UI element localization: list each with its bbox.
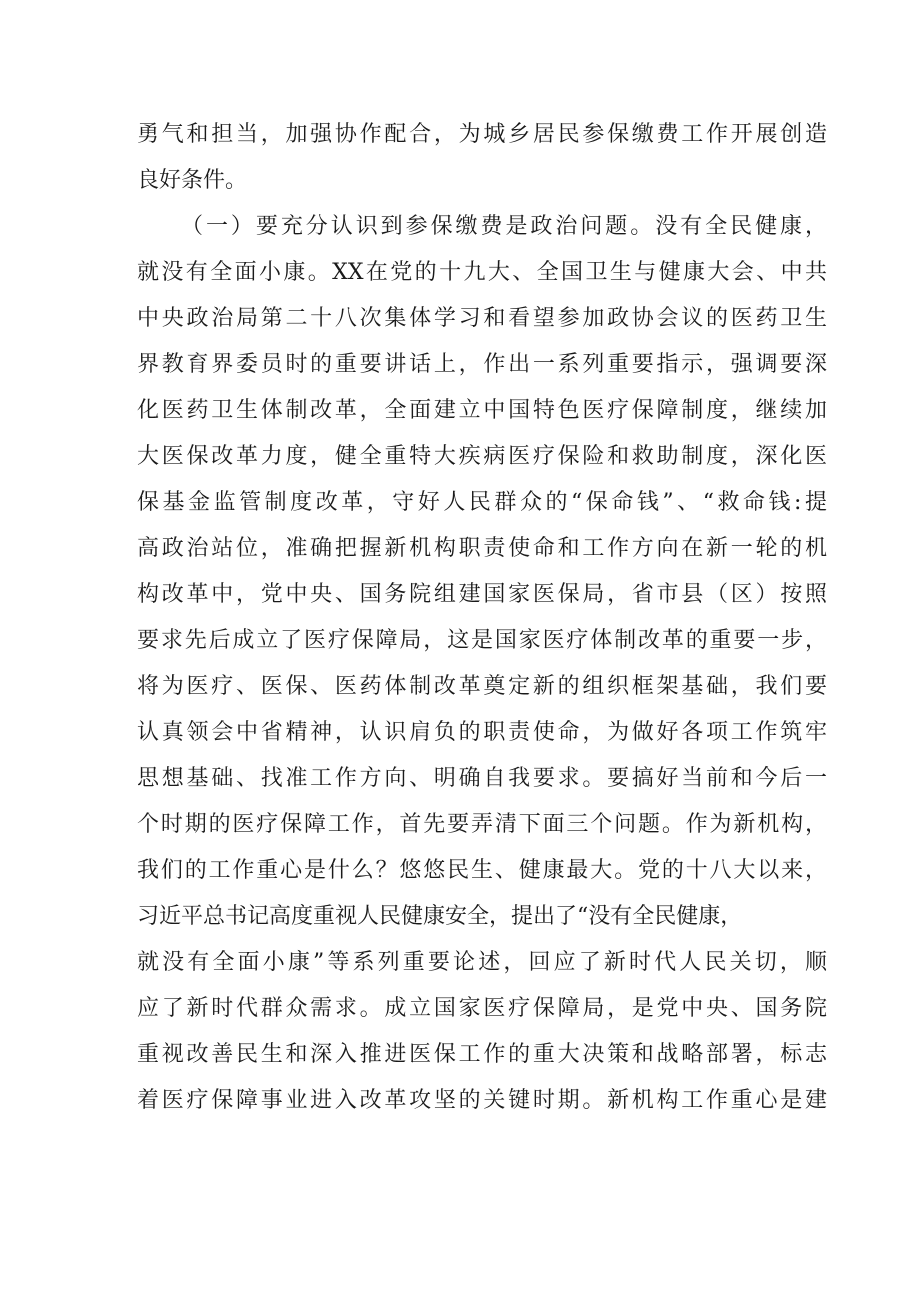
text-line: 良好条件。 [137,168,248,193]
text-line: 将为医疗、医保、医药体制改革奠定新的组织框架基础，我们要 [137,674,827,699]
text-line: 界教育界委员时的重要讲话上，作出一系列重要指示，强调要深 [137,352,827,377]
text-line: 思想基础、找准工作方向、明确自我要求。要搞好当前和今后一 [137,766,827,791]
text-line: 着医疗保障事业进入改革攻坚的关键时期。新机构工作重心是建 [137,1088,827,1113]
text-line: 我们的工作重心是什么？悠悠民生、健康最大。党的十八大以来， [137,858,827,883]
text-line: 认真领会中省精神，认识肩负的职责使命，为做好各项工作筑牢 [137,720,827,745]
text-line: 应了新时代群众需求。成立国家医疗保障局，是党中央、国务院 [137,996,827,1021]
text-line: 个时期的医疗保障工作，首先要弄清下面三个问题。作为新机构， [137,812,827,837]
text-line: （一）要充分认识到参保缴费是政治问题。没有全民健康， [181,214,827,239]
text-line: 化医药卫生体制改革，全面建立中国特色医疗保障制度，继续加 [137,398,827,423]
text-line: 保基金监管制度改革，守好人民群众的“保命钱”、“救命钱:提 [137,490,827,515]
text-line: 高政治站位，准确把握新机构职责使命和工作方向在新一轮的机 [137,536,827,561]
text-line: 要求先后成立了医疗保障局，这是国家医疗体制改革的重要一步， [137,628,827,653]
text-line: 大医保改革力度，健全重特大疾病医疗保险和救助制度，深化医 [137,444,827,469]
text-line: 勇气和担当，加强协作配合，为城乡居民参保缴费工作开展创造 [137,122,827,147]
text-line: 就没有全面小康”等系列重要论述，回应了新时代人民关切，顺 [137,950,827,975]
text-line: 就没有全面小康。XX在党的十九大、全国卫生与健康大会、中共 [137,260,827,285]
text-line: 构改革中，党中央、国务院组建国家医保局，省市县（区）按照 [137,582,827,607]
text-line: 习近平总书记高度重视人民健康安全，提出了“没有全民健康， [137,904,743,929]
text-line: 中央政治局第二十八次集体学习和看望参加政协会议的医药卫生 [137,306,827,331]
text-line: 重视改善民生和深入推进医保工作的重大决策和战略部署，标志 [137,1042,827,1067]
